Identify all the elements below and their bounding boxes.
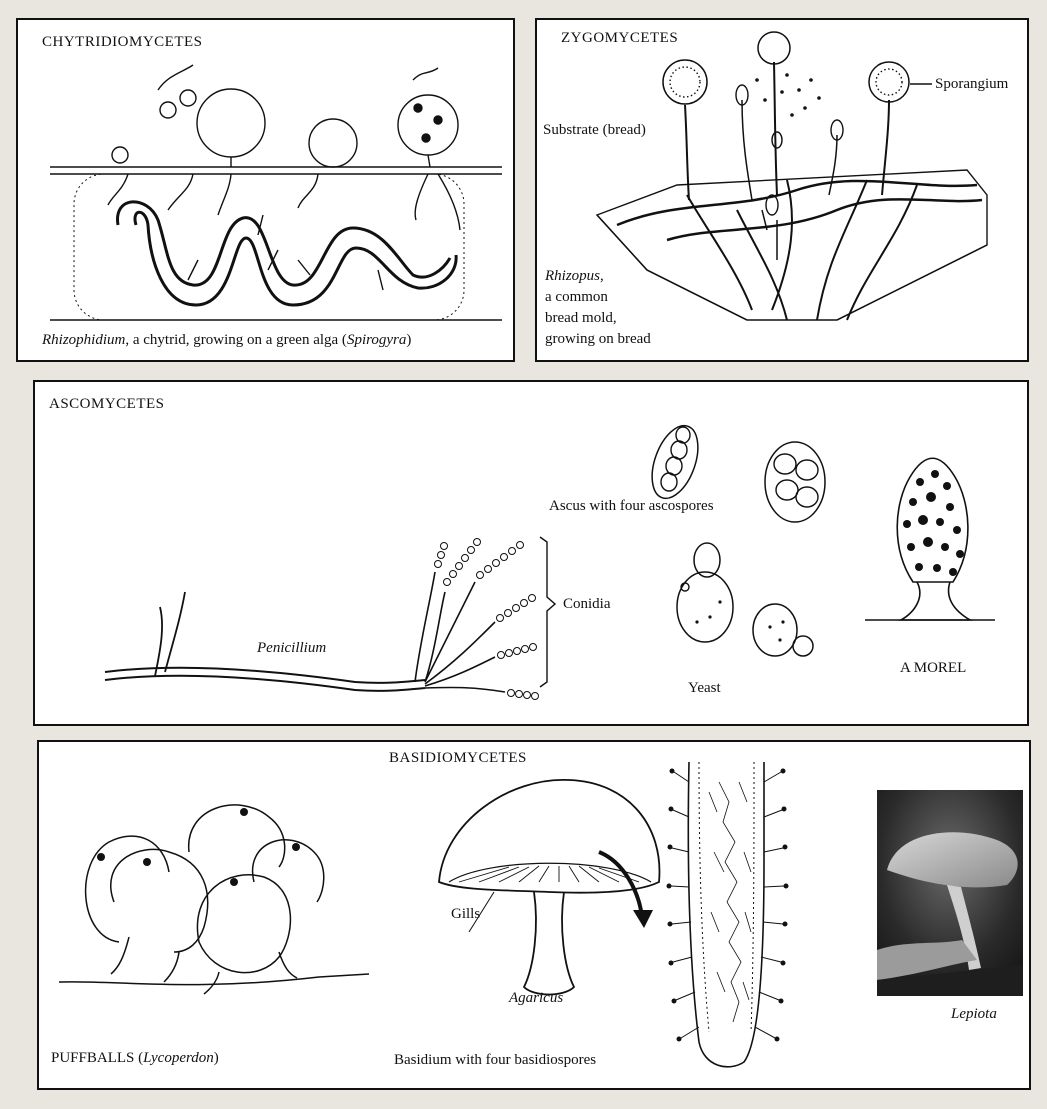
chytridiomycetes-title: CHYTRIDIOMYCETES (42, 34, 203, 50)
ascomycetes-illustration (35, 382, 1029, 726)
puffballs-text: PUFFBALLS ( (51, 1050, 144, 1066)
lycoperdon-label: Lycoperdon (143, 1050, 214, 1066)
rhizopus-caption-line4: growing on bread (545, 331, 651, 347)
ascomycetes-panel (33, 380, 1029, 726)
substrate-label: Substrate (bread) (543, 122, 646, 138)
chytrid-caption-end: ) (406, 332, 412, 348)
spores (755, 73, 821, 117)
chytrid-caption-middle: , a chytrid, growing on a green alga ( (125, 332, 347, 348)
rhizopus-caption-line3: bread mold, (545, 310, 617, 326)
puffballs-label (51, 1048, 219, 1069)
gills-label: Gills (451, 906, 481, 922)
rhizopus-comma: , (600, 268, 604, 284)
lepiota-photo-image (877, 790, 1023, 996)
zygomycetes-title: ZYGOMYCETES (561, 30, 679, 46)
ascomycetes-title: ASCOMYCETES (49, 396, 165, 412)
basidiomycetes-panel (37, 740, 1031, 1090)
basidium-label: Basidium with four basidiospores (394, 1052, 597, 1068)
agaricus-label: Agaricus (509, 990, 564, 1006)
basidiomycetes-title: BASIDIOMYCETES (389, 750, 527, 766)
lepiota-label: Lepiota (951, 1006, 997, 1022)
ascus-label: Ascus with four ascospores (549, 498, 714, 514)
rhizopus-caption-line2: a common (545, 289, 608, 305)
chytrid-illustration (18, 20, 515, 362)
chytrid-caption (42, 330, 411, 351)
spirogyra-label: Spirogyra (346, 332, 407, 348)
rhizophidium-label: Rhizophidium (42, 332, 126, 348)
spots (97, 769, 789, 1042)
conidia-label: Conidia (563, 596, 611, 612)
rhizopus-label: Rhizopus (545, 268, 601, 284)
zygomycetes-panel (535, 18, 1029, 362)
lepiota-photo (877, 790, 1023, 996)
yeast-label: Yeast (688, 680, 721, 696)
puffballs-text-end: ) (213, 1050, 219, 1066)
morel-pits (695, 470, 964, 642)
morel-label: A MOREL (900, 660, 967, 676)
sporangium-label: Sporangium (935, 76, 1009, 92)
penicillium-label: Penicillium (257, 640, 327, 656)
rhizopus-caption (545, 266, 651, 350)
chytridiomycetes-panel (16, 18, 515, 362)
